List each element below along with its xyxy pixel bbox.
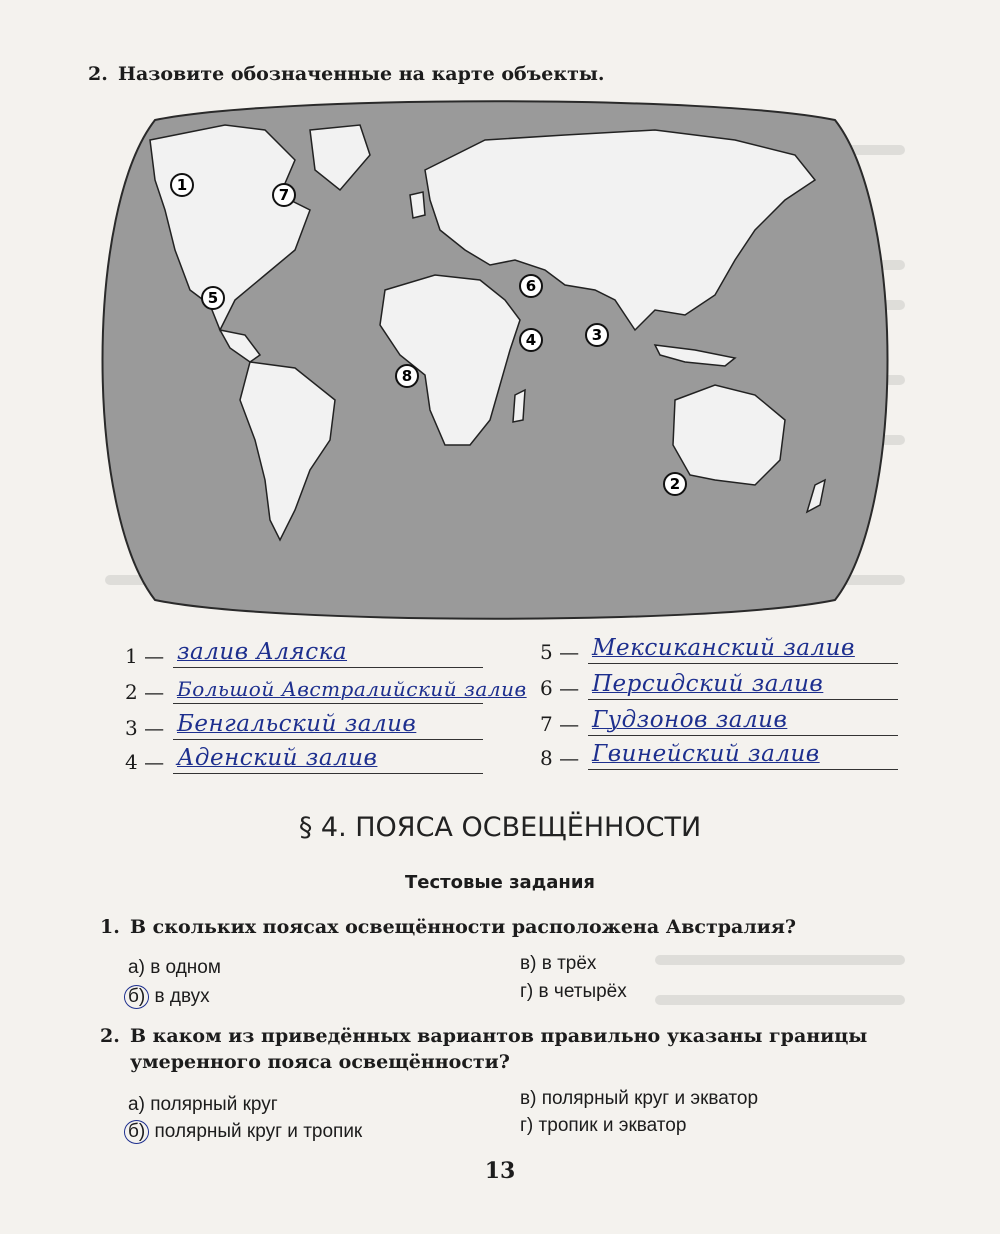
answer-number: 5 — <box>540 640 580 664</box>
selection-circle: б) <box>124 1120 149 1144</box>
answer-number: 8 — <box>540 746 580 770</box>
answer-field-6[interactable] <box>588 669 898 700</box>
handwritten-answer: Гудзонов залив <box>592 707 788 733</box>
handwritten-answer: Мексиканский залив <box>592 635 855 661</box>
answer-field-3[interactable] <box>173 709 483 740</box>
handwritten-answer: залив Аляска <box>177 639 348 665</box>
answer-number: 4 — <box>125 750 165 774</box>
answer-row-8 <box>540 740 898 770</box>
answer-field-7[interactable] <box>588 705 898 736</box>
answer-row-5 <box>540 634 898 664</box>
answer-number: 2 — <box>125 680 165 704</box>
answer-row-4 <box>125 744 483 774</box>
svg-text:6: 6 <box>525 277 537 295</box>
test-question-1 <box>100 915 796 941</box>
handwritten-answer: Бенгальский залив <box>177 711 417 737</box>
map-marker-5 <box>202 287 224 309</box>
answer-field-5[interactable] <box>588 633 898 664</box>
madagascar-shape <box>513 390 525 422</box>
svg-text:7: 7 <box>278 186 290 204</box>
svg-text:3: 3 <box>591 326 603 344</box>
svg-text:4: 4 <box>525 331 537 349</box>
test-question-2 <box>100 1024 900 1075</box>
answer-row-2 <box>125 674 527 704</box>
svg-text:1: 1 <box>176 176 188 194</box>
question-text: Назовите обозначенные на карте объекты. <box>118 63 605 85</box>
svg-text:8: 8 <box>401 367 413 385</box>
question-text-line1: В каком из приведённых вариантов правильно указаны границы <box>130 1025 868 1047</box>
map-marker-1 <box>171 174 193 196</box>
map-marker-6 <box>520 275 542 297</box>
question-2-heading <box>88 62 605 88</box>
option-1v[interactable]: в) в трёх <box>520 953 597 974</box>
answer-number: 3 — <box>125 716 165 740</box>
map-marker-2 <box>664 473 686 495</box>
option-2b-selected[interactable]: б) полярный круг и тропик <box>128 1120 362 1144</box>
map-marker-4 <box>520 329 542 351</box>
option-2a[interactable]: а) полярный круг <box>128 1094 278 1115</box>
svg-text:2: 2 <box>669 475 681 493</box>
page-number: 13 <box>484 1158 516 1184</box>
answer-row-6 <box>540 670 898 700</box>
map-marker-3 <box>586 324 608 346</box>
question-number: 1. <box>100 916 120 938</box>
answer-field-8[interactable] <box>588 739 898 770</box>
question-text: В скольких поясах освещённости расположена Австралия? <box>130 916 797 938</box>
question-text-line2: умеренного пояса освещённости? <box>130 1050 510 1073</box>
selection-circle: б) <box>124 985 149 1009</box>
answer-row-1 <box>125 638 483 668</box>
question-number: 2. <box>100 1025 120 1047</box>
world-map-svg <box>95 100 895 620</box>
answer-field-4[interactable] <box>173 743 483 774</box>
map-marker-8 <box>396 365 418 387</box>
option-2g[interactable]: г) тропик и экватор <box>520 1115 687 1136</box>
answer-field-2[interactable] <box>173 673 527 704</box>
world-map <box>95 100 895 620</box>
section-subtitle: Тестовые задания <box>405 872 595 893</box>
britain-shape <box>410 192 425 218</box>
map-marker-7 <box>273 184 295 206</box>
section-title: § 4. ПОЯСА ОСВЕЩЁННОСТИ <box>298 812 702 843</box>
answer-row-7 <box>540 706 898 736</box>
option-1g[interactable]: г) в четырёх <box>520 981 627 1002</box>
option-2v[interactable]: в) полярный круг и экватор <box>520 1088 759 1109</box>
option-1a[interactable]: а) в одном <box>128 957 221 978</box>
answer-field-1[interactable] <box>173 637 483 668</box>
handwritten-answer: Большой Австралийский залив <box>177 677 527 701</box>
answer-number: 1 — <box>125 644 165 668</box>
question-number: 2. <box>88 63 108 85</box>
answer-number: 6 — <box>540 676 580 700</box>
svg-text:5: 5 <box>207 289 219 307</box>
answer-number: 7 — <box>540 712 580 736</box>
handwritten-answer: Аденский залив <box>177 745 378 771</box>
handwritten-answer: Персидский залив <box>592 671 824 697</box>
answer-row-3 <box>125 710 483 740</box>
handwritten-answer: Гвинейский залив <box>592 741 820 767</box>
option-1b-selected[interactable]: б) в двух <box>128 985 210 1009</box>
